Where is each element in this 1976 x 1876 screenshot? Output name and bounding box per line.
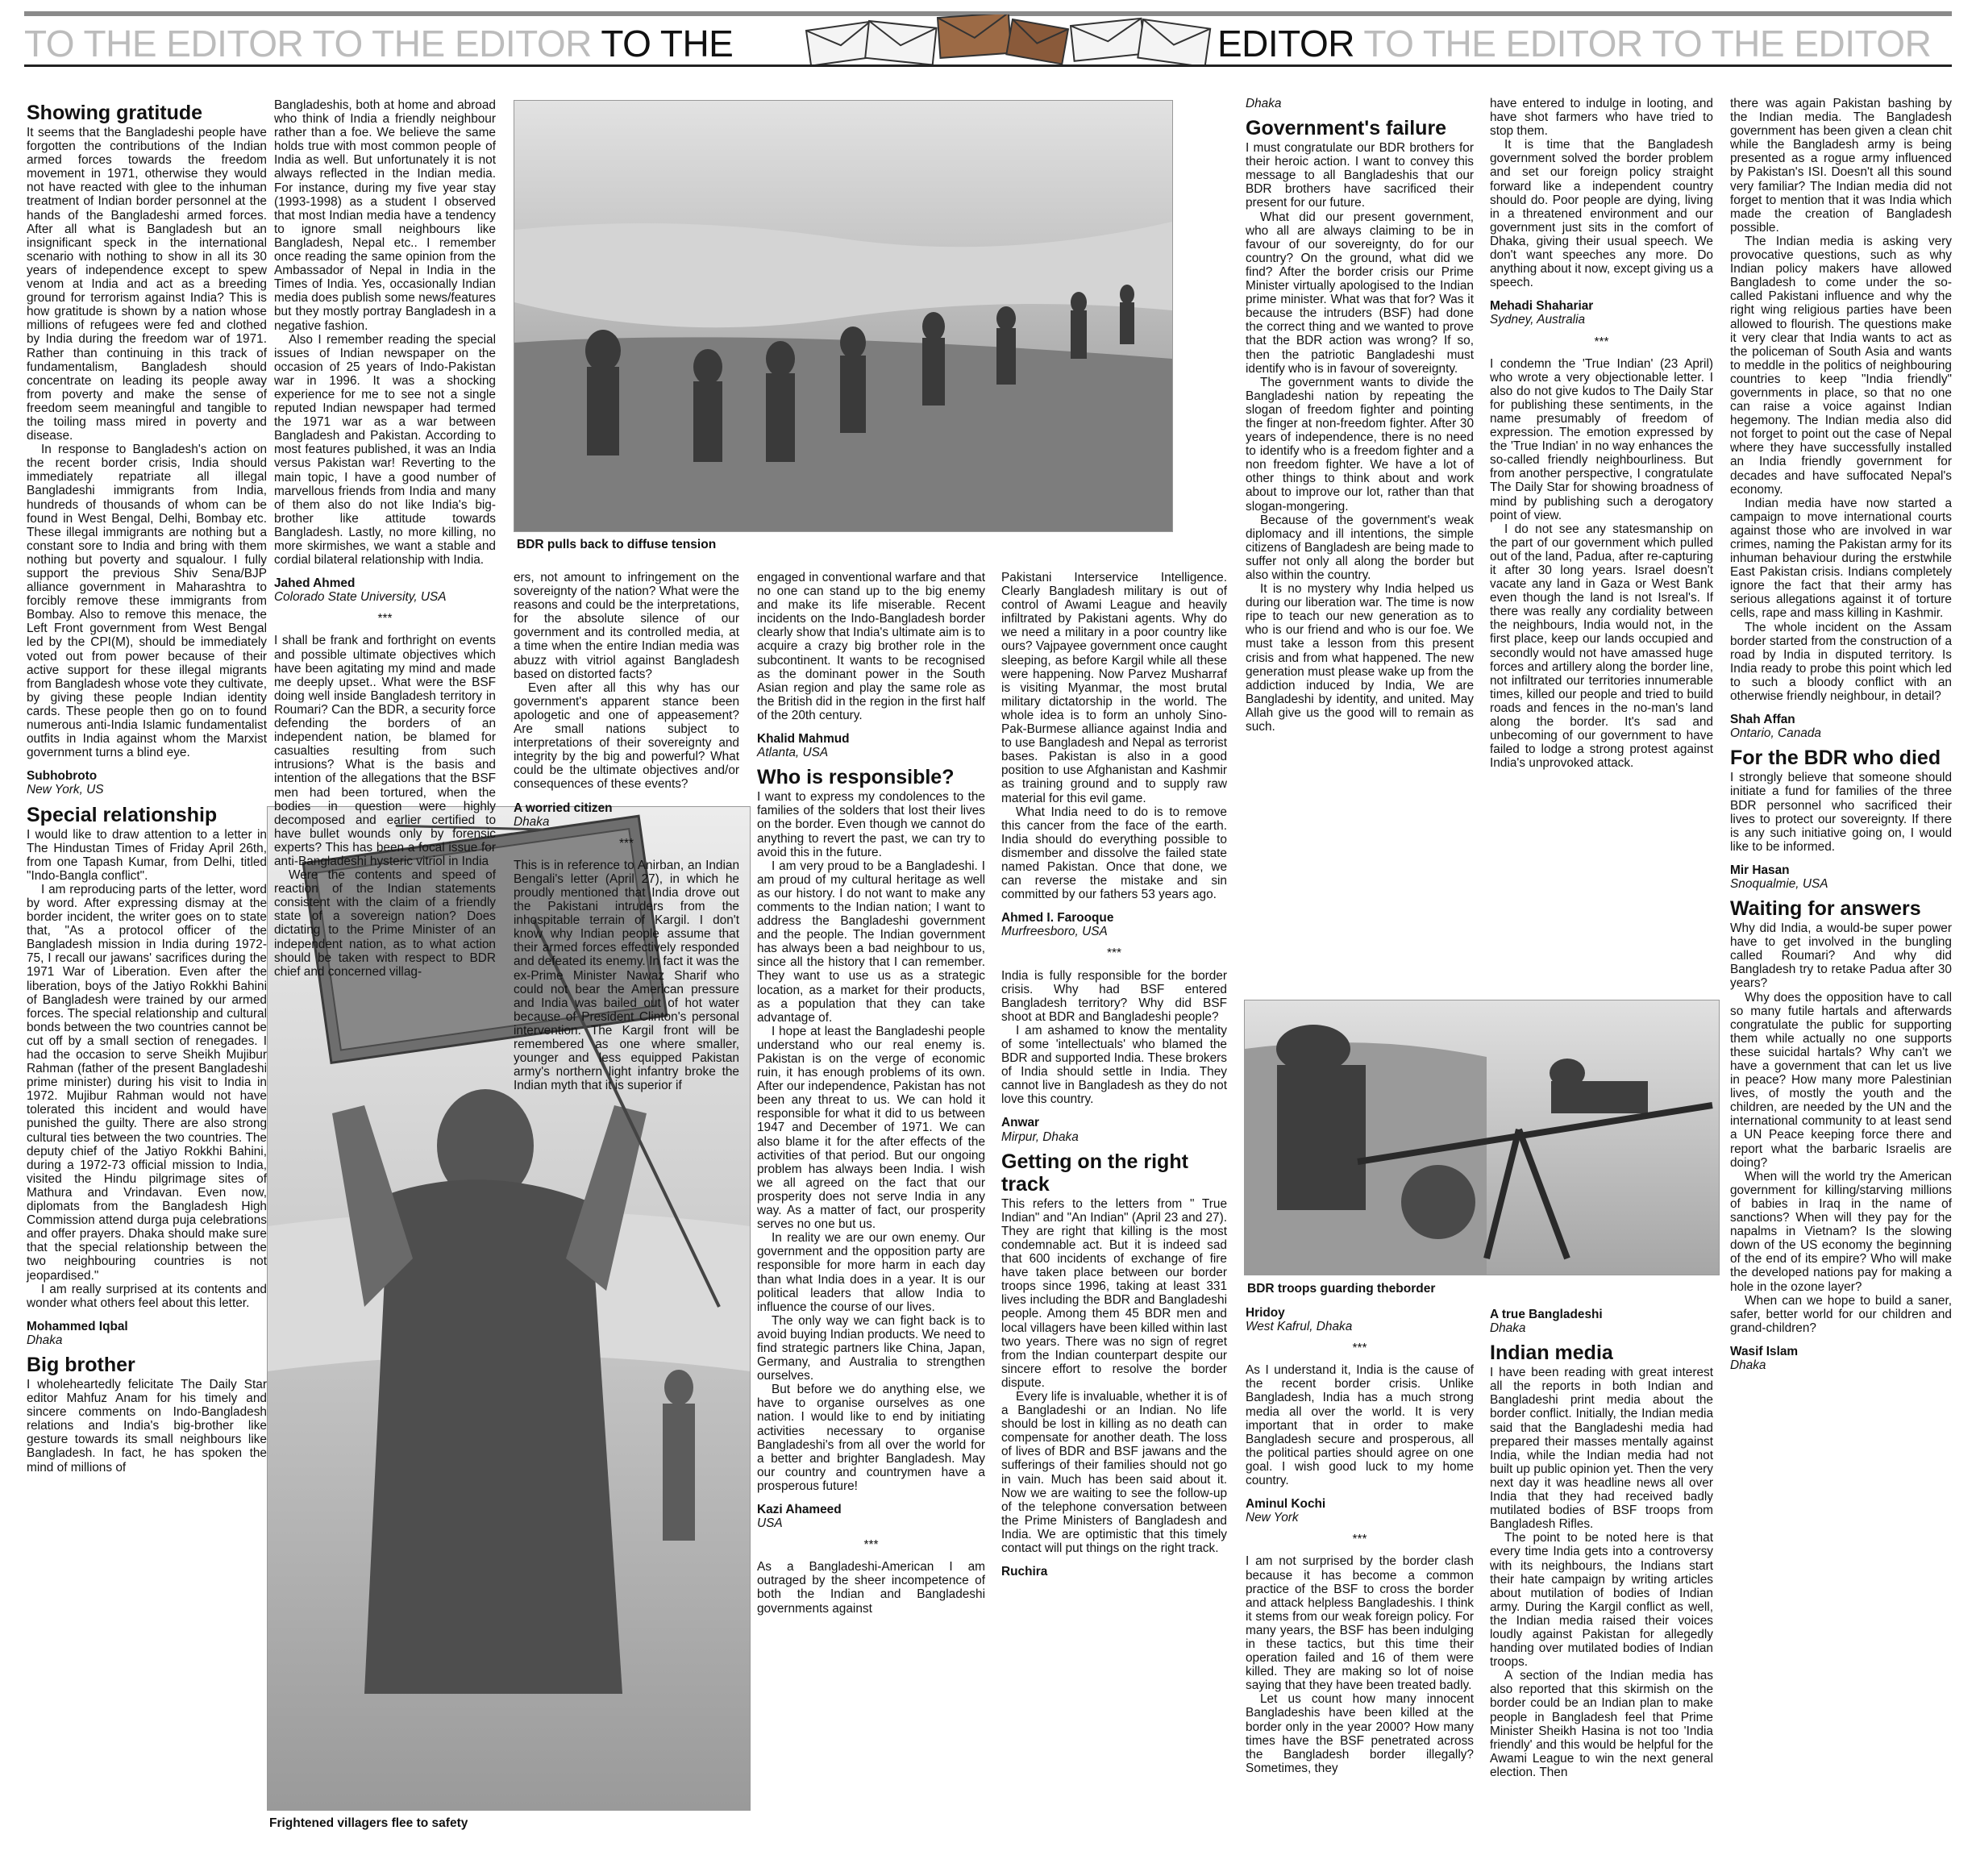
letter-location: Dhaka bbox=[1490, 1321, 1526, 1336]
letter-author: Mehadi Shahariar bbox=[1490, 299, 1594, 314]
letter-paragraph: I wholeheartedly felicitate The Daily Star editor Mahfuz Anam for his timely and sincere comments on Indo-Bangladesh relations and India's big-brother like gesture towards its small neighbours like Bangladesh. In fact, he has spoken the mind of millions of bbox=[27, 1377, 267, 1475]
letter-paragraph: The only way we can fight back is to avoid buying Indian products. We need to find strategic partners like China, Japan, Germany, and Australia to strengthen ourselves. bbox=[757, 1313, 985, 1383]
letter-paragraph: I would like to draw attention to a letter in The Hindustan Times of Friday April 26th, from one Tapash Kumar, from Delhi, titled "Indo-Bangla conflict". bbox=[27, 827, 267, 883]
column-7-lower bbox=[1490, 1308, 1713, 1779]
letter-location: Dhaka bbox=[1730, 1358, 1766, 1372]
letter-location: Atlanta, USA bbox=[757, 746, 829, 760]
letter-paragraph: It is no mystery why India helped us during our liberation war. The time is now ripe to teach our new generation as to who is our friend and who is our foe. We must take a lesson from this present crisis and from what happened. The new generation must please wake up from the addiction induced by India, We are Bangladeshi by identity, and united. May Allah give us the good will to remain as such. bbox=[1246, 582, 1474, 734]
letter-paragraph: It seems that the Bangladeshi people have forgotten the contributions of the Indian armed forces towards the freedom movement in 1971, otherwise they would not have reacted with glee to the inhuman treatment of Indian border personnel at the hands of the Bangladeshi armed forces. After all what is Bangladesh but an insignificant speck in the international scenario with nothing to show in all its 30 years of independence except to spew venom at India and act as a breeding ground for terrorism against India? This is how gratitude is shown by a nation whose millions of refugees were fed and clothed by India during the freedom war of 1971. Rather than continuing in this track of fundamentalism, Bangladesh should concentrate on leading its people away from poverty and make the sense of freedom seem meaningful and tangible to the toiling mass mired in poverty and disease. bbox=[27, 126, 267, 443]
letter-paragraph: This is in reference to Anirban, an Indian Bengali's letter (April 27), in which he proudly mentioned that India drove out the Pakistani intruders from the inhospitable terrain of Kargil. I don't know why Indian people assume that their armed forces effectively responded and defeated its enemy. In fact it was the ex-Prime Minister Nawaz Sharif who could not bear the American pressure and India was bailed out of hot water because of President Clinton's personal intervention. The Kargil front will be remembered as one where smaller, younger and less equipped Pakistan army's northern light infantry broke the Indian myth that it is superior if bbox=[514, 858, 739, 1093]
letter-author: Anwar bbox=[1001, 1116, 1040, 1130]
column-4 bbox=[757, 571, 985, 1616]
letter-paragraph: Every life is invaluable, whether it is of a Bangladeshi or an Indian. No life should be lost in killing as no death can compensate for another death. The loss of lives of BDR and BSF jawans and the sufferings of their families should not go in vain. Much has been said about it. Now we are waiting to see the follow-up of the telephone conversation between the Prime Ministers of Bangladesh and India. We are optimistic that this timely contact will put things on the right track. bbox=[1001, 1389, 1227, 1555]
letter-paragraph: Because of the government's weak diplomacy and ill intentions, the simple citizens of Bangladesh are being made to suffer not only all along the border but also within the country. bbox=[1246, 513, 1474, 582]
letter-paragraph: I am ashamed to know the mentality of some 'intellectuals' who blamed the BDR and supported India. These brokers of India should settle in India. They cannot live in Bangladesh as they do not love this country. bbox=[1001, 1023, 1227, 1107]
letter-paragraph: The point to be noted here is that every time India gets into a controversy with its neighbours, the Indians start their hate campaign by writing articles about mutilation of bodies of Indian army. During the Kargil conflict as well, the Indian media raised their voices loudly against Pakistan for allegedly handing over mutilated bodies of Indian troops. bbox=[1490, 1531, 1713, 1670]
letter-author: Subhobroto bbox=[27, 769, 98, 784]
letter-paragraph: But before we do anything else, we have to organise ourselves as one nation. I would like to end by initiating activities necessary to organise Bangladeshi's from all over the world for a better and brighter Bangladesh. May our country and countrymen have a prosperous future! bbox=[757, 1383, 985, 1493]
letter-author: Ahmed I. Farooque bbox=[1001, 911, 1114, 926]
letter-heading-big-brother: Big brother bbox=[27, 1353, 135, 1376]
letter-location: New York, US bbox=[27, 783, 104, 797]
letter-location: West Kafrul, Dhaka bbox=[1246, 1320, 1353, 1334]
letter-paragraph: A section of the Indian media has also reported that this skirmish on the border could be an Indian plan to make people in Bangladesh feel that Prime Minister Sheikh Hasina is not too 'India friendly' and this would be helpful for the Awami League to win the next general election. Then bbox=[1490, 1669, 1713, 1779]
letter-paragraph: I strongly believe that someone should initiate a fund for families of the three BDR personnel who sacrificed their lives to protect our sovereignty. If there is any such initiative going on, I would like to be informed. bbox=[1730, 771, 1952, 854]
letter-location: New York bbox=[1246, 1511, 1299, 1525]
letter-paragraph: I am very proud to be a Bangladeshi. I am proud of my cultural heritage as well as our history. I do not want to make any comments to the Indian nation; I want to address the Bangladeshi government and the people. The Indian government has always been a bad neighbour to us, since all the history that I can remember. They want to use us as a strategic location, as a market for their products, as a population that they can take advantage of. bbox=[757, 859, 985, 1025]
letter-separator: *** bbox=[619, 836, 634, 851]
letter-author: Ruchira bbox=[1001, 1565, 1048, 1579]
letter-heading-for-the-bdr-who-died: For the BDR who died bbox=[1730, 747, 1941, 770]
letter-location: Mirpur, Dhaka bbox=[1001, 1129, 1079, 1144]
letter-paragraph: India is fully responsible for the border crisis. Why had BSF entered Bangladesh territory? Why did BSF shoot at BDR and Bangladeshi people? bbox=[1001, 968, 1227, 1024]
letter-author: A worried citizen bbox=[514, 801, 613, 815]
letter-author: Hridoy bbox=[1246, 1306, 1285, 1320]
letter-separator: *** bbox=[1352, 1533, 1367, 1547]
letter-heading-governments-failure: Government's failure bbox=[1246, 117, 1447, 140]
letter-author: Kazi Ahameed bbox=[757, 1503, 842, 1516]
letter-paragraph: The government wants to divide the Bangladeshi nation by repeating the slogan of freedom fighter and pointing the finger at non-freedom fighter. After 30 years of independence, there is no need to identify who is a freedom fighter and a non freedom fighter. We have a lot of other things to think about and work about to improve our lot, rather than that slogan-mongering. bbox=[1246, 375, 1474, 514]
letter-author: Aminul Kochi bbox=[1246, 1497, 1326, 1512]
banner-left-text: TO THE EDITOR TO THE EDITOR TO THE bbox=[24, 23, 734, 64]
column-8 bbox=[1730, 97, 1952, 1379]
letter-paragraph: Bangladeshis, both at home and abroad who think of India a friendly neighbour rather than a foe. We believe the same holds true with most common people of India as well. But unfortunately it is not always reflected in the Indian media. For instance, during my five year stay (1993-1998) as a student I observed that most Indian media have a tendency to ignore small neighbours like Bangladesh, Nepal etc.. I remember once reading the same opinion from the Ambassador of Nepal in India in the Times of India. Yes, occasionally Indian media does publish some news/features but they mostly portray Bangladesh in a negative fashion. bbox=[274, 98, 496, 333]
letter-heading-special-relationship: Special relationship bbox=[27, 803, 218, 826]
letter-paragraph: I have been reading with great interest all the reports in both Indian and Bangladeshi print media about the border conflict. Initially, the Indian media said that the Bangladeshi media had prepared their masses mentally against India, while the Indian media had not built up public opinion yet. Then the very next day it was headline news all over India that they had received badly mutilated bodies of BSF troops from Bangladesh Rifles. bbox=[1490, 1366, 1713, 1532]
letter-paragraph: In response to Bangladesh's action on the recent border crisis, India should immediately repatriate all illegal Bangladeshi immigrants from India, hundreds of thousands of whom can be found in West Bengal, Delhi, Bombay etc. These illegal immigrants are nothing but a constant sore to India and bring with them nothing but poverty and squalour. I fully support the previous Shiv Sena/BJP alliance government in Maharashtra to forcibly remove these immigrants from Bombay. Also to remove this menace, the Left Front government from West Bengal led by the CPI(M), should be immediately voted out from power because of their active support for these illegal migrants from Bangladesh whose vote they cultivate, by giving these people Indian identity cards. These people then go on to found numerous anti-India Islamic fundamentalist outfits in India against whom the Marxist government turns a blind eye. bbox=[27, 443, 267, 760]
letter-paragraph: It is time that the Bangladesh government solved the border problem and set our foreign policy straight forward like a independent country should do. Poor people are dying, living in a threatened environment and our government just sits in the comfort of Dhaka, giving their usual speech. We don't want speeches any more. Do anything about it now, except giving us a speech. bbox=[1490, 138, 1713, 290]
letter-paragraph: This refers to the letters from " True Indian" and "An Indian" (April 23 and 27). They are right that killing is the most condemnable act. But it is indeed sad that 600 incidents of exchange of fire have taken place between our border troops since 1996, taking at least 331 lives including the BDR and Bangladeshi people. Among them 45 BDR men and local villagers have been killed within last two years. There was no sign of regret from the Indian counterpart despite our sincere effort to resolve the border dispute. bbox=[1001, 1196, 1227, 1390]
letter-paragraph: Why does the opposition have to call so many futile hartals and afterwards congratulate the public for supporting them while actually no one supports these suicidal hartals? Why can't we have a government that can let us live in peace? How many more Palestinian lives, of mostly the youth and the children, are needed by the UN and the international community to at least send a UN Peace keeping force there and report what the barbaric Israelis are doing? bbox=[1730, 990, 1952, 1170]
letter-paragraph: I condemn the 'True Indian' (23 April) who wrote a very objectionable letter. I also do not give kudos to The Daily Star for publishing these sentiments, in the name presumably of freedom of expression. The emotion expressed by the 'True Indian' in no way enhances the so-called friendly neighbourliness. But from another perspective, I congratulate The Daily Star for showing broadness of mind by publishing such a derogatory point of view. bbox=[1490, 356, 1713, 522]
letter-author: Mir Hasan bbox=[1730, 863, 1790, 877]
masthead-banner bbox=[24, 0, 1952, 73]
column-2 bbox=[274, 98, 496, 979]
letter-separator: *** bbox=[377, 612, 393, 626]
letter-paragraph: Let us count how many innocent Bangladeshis have been killed at the border only in the year 2000? How many times have the BSF penetrated across the Bangladesh border illegally? Sometimes, they bbox=[1246, 1692, 1474, 1775]
letter-paragraph: Why did India, a would-be super power have to get involved in the bungling called Roumari? And why did Bangladesh try to retake Padua after 30 years? bbox=[1730, 921, 1952, 991]
letter-paragraph: I must congratulate our BDR brothers for their heroic action. I want to convey this message to all Bangladeshis that our BDR brothers have sacrificed their present for our future. bbox=[1246, 141, 1474, 210]
letter-paragraph: Also I remember reading the special issues of Indian newspaper on the occasion of 25 years of Indo-Pakistan war in 1996. It was a shocking experience for me to see not a single reputed Indian newspaper had termed the 1971 war as a war between Bangladesh and Pakistan. According to most features published, it was an India versus Pakistan war! Reverting to the main topic, I have a good number of marvellous friends from India and many of them also do not like India's big-brother like attitude towards Bangladesh. Lastly, no more killing, no more skirmishes, we want a stable and cordial bilateral relationship with India. bbox=[274, 332, 496, 568]
letter-paragraph: The whole incident on the Assam border started from the construction of a road by India in disputed territory. Is India ready to probe this point which led to such a bloody conflict with an otherwise friendly neighbour, in detail? bbox=[1730, 620, 1952, 704]
letter-author: Wasif Islam bbox=[1730, 1344, 1799, 1358]
letter-author: Jahed Ahmed bbox=[274, 576, 356, 591]
letter-heading-getting-on-track: Getting on the right track bbox=[1001, 1150, 1188, 1196]
letter-paragraph: I hope at least the Bangladeshi people understand who our real enemy is. Pakistan is on the verge of economic ruin, it has enough problems of its own. After our independence, Pakistan has not been any threat to us. We can hold it responsible for what it did to us between 1947 and December of 1971. We can also blame it for the after effects of the activities of that period. But our ongoing problem has always been India. I wish we all agreed on the fact that our prosperity does not serve India in any way. As a matter of fact, our prosperity serves no one but us. bbox=[757, 1024, 985, 1232]
banner-right-text: EDITOR TO THE EDITOR TO THE EDITOR bbox=[1217, 23, 1932, 64]
letter-paragraph: Were the contents and speed of reaction of the Indian statements consistent with the claim of a friendly state of a sovereign nation? Does dictating to the Prime Minister of an independent nation, as to what action should be taken with respect to BDR chief and concerned villag- bbox=[274, 868, 496, 979]
letter-paragraph: As a Bangladeshi-American I am outraged by the sheer incompetence of both the Indian and Bangladeshi governments against bbox=[757, 1560, 985, 1616]
letter-heading-showing-gratitude: Showing gratitude bbox=[27, 102, 203, 124]
letter-paragraph: have entered to indulge in looting, and have shot farmers who have tried to stop them. bbox=[1490, 97, 1713, 139]
letter-paragraph: I am really surprised at its contents and wonder what others feel about this letter. bbox=[27, 1282, 267, 1310]
column-6 bbox=[1246, 97, 1474, 734]
letter-location: Murfreesboro, USA bbox=[1001, 925, 1108, 939]
troops-machine-gun-photo bbox=[1245, 1000, 1719, 1275]
letter-paragraph: ers, not amount to infringement on the sovereignty of the nation? What were the reasons and could be the interpretations, for the absolute silence of our government and its controlled media, at a time when the entire Indian media was abuzz with vitriol against Bangladesh based on distorted facts? bbox=[514, 571, 739, 681]
letter-paragraph: I am reproducing parts of the letter, word by word. After expressing dismay at the border incident, the writer goes on to state that, "As a protocol officer of the Bangladesh mission in India during 1972-75, I recall our jawans' sacrifices during the 1971 War of Liberation. Even after the liberation, boys of the Jatiyo Rokkhi Bahini of Bangladesh were trained by our armed forces. The special relationship and cultural bonds between the two countries cannot be cut off by a small section of renegades. I had the occasion to serve Sheikh Mujibur Rahman (father of the present Bangladeshi prime minister) during his visit to India in 1972. Mujibur Rahman would not have tolerated this incident and would have punished the guilty. There are also strong cultural ties between the two countries. The deputy chief of the Jatiyo Rokkhi Bahini, during a 1972-73 official mission to India, visited the Hindu pilgrimage sites of Mathura and Vrindavan. Even now, diplomats from the Bangladesh High Commission attend durga puja celebrations and offer prayers. Dhaka should make sure that the special relationship between the two neighbouring countries is not jeopardised." bbox=[27, 882, 267, 1283]
letter-paragraph: In reality we are our own enemy. Our government and the opposition party are responsible for more harm in each day than what India does in a year. It is our political leaders that allow India to influence the course of our lives. bbox=[757, 1231, 985, 1314]
letter-paragraph: engaged in conventional warfare and that no one can stand up to the big enemy and make its life miserable. Recent incidents on the Indo-Bangladesh border clearly show that India's ultimate aim is to acquire a crazy big brother role in the subcontinent. It wants to be recognised as the dominant power in the South Asian region and play the same role as the British did in the region in the first half of the 20th century. bbox=[757, 571, 985, 722]
letter-author: Khalid Mahmud bbox=[757, 732, 850, 747]
banner-bottom-rule bbox=[24, 64, 1952, 67]
letter-paragraph: The Indian media is asking very provocative questions, such as why Indian policy makers have allowed Bangladesh to come under the so-called Pakistani influence and why the right wing religious parties have been allowed to flourish. The questions make it very clear that India wants to act as the policeman of South Asia and wants to meddle in the politics of neighbouring countries to keep "India friendly" governments in place, so that no one can raise a voice against Indian hegemony. The Indian media also did not forget to point out the case of Nepal where they have successfully installed an India friendly government for decades and have suffocated Nepal's economy. bbox=[1730, 234, 1952, 497]
letter-paragraph: Even after all this why has our government's apparent stance been apologetic and one of appeasement? Are small nations subject to interpretations of their sovereignty and integrity by the big and powerful? What could be the ultimate objectives and/or consequences of these events? bbox=[514, 680, 739, 792]
column-1 bbox=[27, 98, 267, 1475]
letter-location: Snoqualmie, USA bbox=[1730, 876, 1828, 891]
letter-paragraph: I shall be frank and forthright on events and possible ultimate objectives which have been agitating my mind and made me deeply upset.. What were the BSF doing well inside Bangladesh territory in Roumari? Can the BDR, a security force defending the borders of an independent nation, be blamed for casualties resulting from such intrusions? What is the basis and intention of the allegations that the BSF men had been tortured, when the bodies in question were highly decomposed and earlier certified to have bullet wounds only by forensic experts? This has been a focal issue for anti-Bangladeshi hysteric vitriol in India bbox=[274, 634, 496, 868]
letter-paragraph: As I understand it, India is the cause of the recent border crisis. Unlike Bangladesh, India has a much strong media all over the world. It is very important that in order to make Bangladesh secure and prosperous, all the political parties should agree on one goal. I wish good luck to my home country. bbox=[1246, 1363, 1474, 1488]
letter-separator: *** bbox=[863, 1538, 879, 1553]
letter-separator: *** bbox=[1107, 946, 1121, 961]
column-3 bbox=[514, 571, 739, 1092]
letter-location: Sydney, Australia bbox=[1490, 313, 1586, 327]
letter-paragraph: there was again Pakistan bashing by the Indian media. The Bangladesh government has been given a clean chit while the Bangladesh army is being presented as a rogue army influenced by Pakistan's ISI. Doesn't all this sound very familiar? The Indian media did not forget to mention that it was India which made the creation of Bangladesh possible. bbox=[1730, 97, 1952, 235]
letter-heading-indian-media: Indian media bbox=[1490, 1341, 1613, 1365]
letter-author: Mohammed Iqbal bbox=[27, 1319, 128, 1333]
column-7 bbox=[1490, 97, 1713, 770]
letter-paragraph: What India need to do is to remove this cancer from the face of the earth. India should do everything possible to dismember and dissolve the failed state named Pakistan. Once that done, we can reverse the mistake and sin committed by our fathers 53 years ago. bbox=[1001, 805, 1227, 902]
letter-author: A true Bangladeshi bbox=[1490, 1308, 1603, 1321]
letter-paragraph: When will the world try the American government for killing/starving millions of babies in Iraq in the name of sanctions? When will they pay for the napalms in Vietnam? Is the slowing down of the US economy the beginning of the end of its empire? Who will make the developed nations pay for making a hole in the ozone layer? bbox=[1730, 1169, 1952, 1294]
photo-bdr-troops-guarding bbox=[1244, 1000, 1720, 1275]
soldiers-river-photo bbox=[514, 101, 1172, 531]
letter-location: Dhaka bbox=[27, 1333, 63, 1347]
photo-bdr-pulls-back bbox=[514, 100, 1173, 532]
letter-paragraph: I do not see any statesmanship on the part of our government which pulled out of the land, Padua, after re-capturing it after 30 long years. Israel doesn't vacate any land in Gaza or West Bank even though the land is not Isreal's. If there was really any cordiality between the neighbours, India would not, in the first place, keep our lands occupied and secondly would not have amassed huge forces and artillery along the border line, not infiltrated our territories innumerable times, killed our people and tried to build roads and fences in the no-man's land along the border. It's sad and unbecoming of our government to have failed to lodge a strong protest against India's unprovoked attack. bbox=[1490, 522, 1713, 771]
letter-paragraph: When can we hope to build a saner, safer, better world for our children and grand-children? bbox=[1730, 1293, 1952, 1335]
letter-paragraph: I am not surprised by the border clash because it has become a common practice of the BSF to cross the border and attack helpless Bangladeshis. I think it stems from our weak foreign policy. For many years, the BSF has been indulging in these tactics, but this time their operation failed and 16 of them were killed. They are making so lot of noise saying that they have been treated badly. bbox=[1246, 1554, 1474, 1693]
letter-heading-who-is-responsible: Who is responsible? bbox=[757, 766, 955, 789]
letter-author: Shah Affan bbox=[1730, 713, 1795, 727]
photo-caption-villagers-flee: Frightened villagers flee to safety bbox=[269, 1816, 468, 1830]
photo-caption-bdr-troops: BDR troops guarding theborder bbox=[1247, 1282, 1436, 1296]
letter-location: Dhaka bbox=[1246, 97, 1282, 110]
letter-paragraph: Indian media have now started a campaign to move international courts against those who are involved in war crimes, naming the Pakistan army for its inhuman behaviour during the erstwhile East Pakistan crisis. Indians completely ignore the fact that their army has serious allegations against it of torture cells, rape and mass killing in Kashmir. bbox=[1730, 496, 1952, 621]
letter-heading-waiting-for-answers: Waiting for answers bbox=[1730, 897, 1921, 921]
column-5 bbox=[1001, 571, 1227, 1579]
column-6-lower bbox=[1246, 1306, 1474, 1775]
letter-paragraph: What did our present government, who all are always claiming to be in favour of our sovereignty, do for our country? On the ground, what did we find? After the border crisis our Prime Minister virtually apologised to the Indian prime minister. What was that for? Was it because the intruders (BSF) had done the correct thing and we wanted to prove that the BDR action was wrong? If so, then the patriotic Bangladeshi must identify who is in favour of sovereignty. bbox=[1246, 210, 1474, 376]
letter-separator: *** bbox=[1594, 335, 1609, 349]
letter-location: Colorado State University, USA bbox=[274, 590, 447, 605]
letter-location: Ontario, Canada bbox=[1730, 726, 1821, 741]
photo-caption-bdr-pulls-back: BDR pulls back to diffuse tension bbox=[517, 538, 717, 551]
letter-paragraph: I want to express my condolences to the families of the solders that lost their lives on the border. Even though we cannot do anything to revert the past, we can try to avoid this in the future. bbox=[757, 790, 985, 859]
letter-paragraph: Pakistani Interservice Intelligence. Clearly Bangladesh military is out of control of Awami League and heavily infiltrated by Pakistani agents. Why do we need a military in a poor country like ours? Vajpayee government once caught sleeping, as before Kargil while all these were happening. Now Parvez Musharraf is visiting Myanmar, the most brutal military dictatorship in the world. The whole idea is to form an unholy Sino-Pak-Burmese alliance against India and to use Bangladesh and Nepal as terrorist bases. Pakistan is also in a good position to use Afghanistan and Kashmir as training ground and to supply raw material for this evil game. bbox=[1001, 571, 1227, 805]
letter-separator: *** bbox=[1352, 1341, 1367, 1356]
letter-location: Dhaka bbox=[514, 814, 550, 829]
letter-location: USA bbox=[757, 1516, 783, 1531]
envelopes-icon bbox=[797, 15, 1232, 66]
